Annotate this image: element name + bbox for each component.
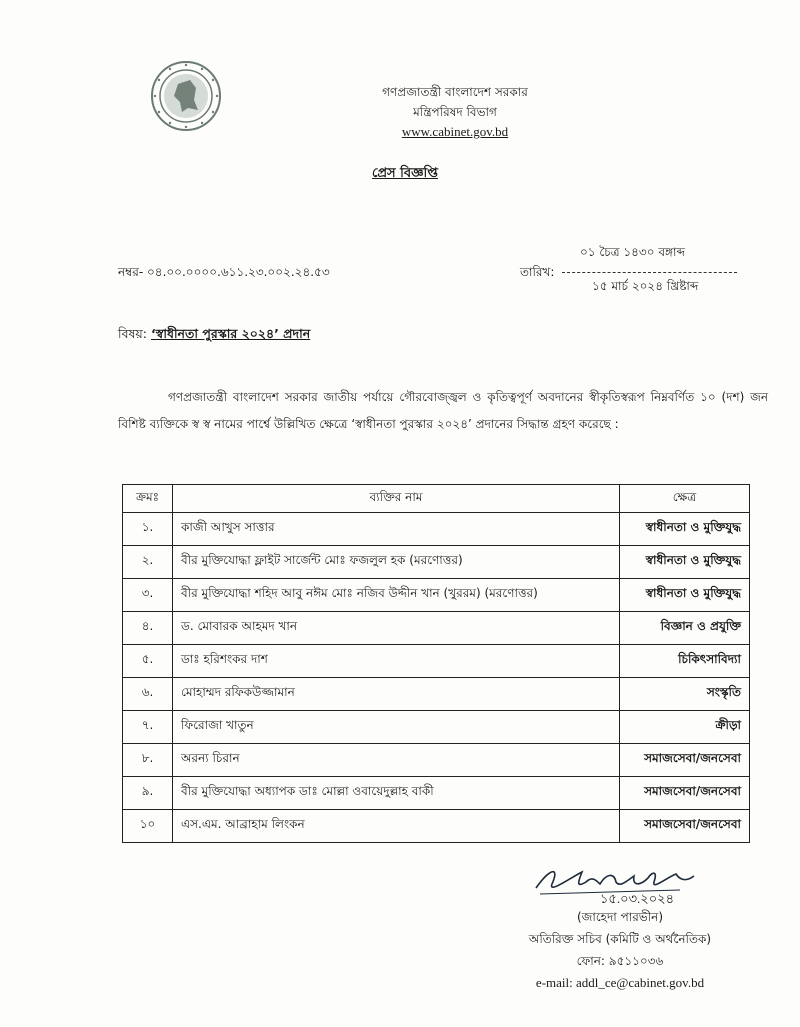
row-name: বীর মুক্তিযোদ্ধা অধ্যাপক ডাঃ মোল্লা ওবায়েদুল্লাহ বাকী <box>173 777 620 810</box>
row-name: অরন্য চিরান <box>173 744 620 777</box>
subject-text: ‘স্বাধীনতা পুরস্কার ২০২৪’ প্রদান <box>150 326 311 341</box>
signatory-designation: অতিরিক্ত সচিব (কমিটি ও অর্থনৈতিক) <box>528 932 712 946</box>
website-link[interactable]: www.cabinet.gov.bd <box>401 124 509 139</box>
table-header-row <box>123 485 750 513</box>
signatory-name: (জাহেদা পারভীন) <box>576 910 664 924</box>
row-name: এস.এম. আব্রাহাম লিংকন <box>173 810 620 843</box>
row-name: কাজী আখুস সাত্তার <box>173 513 620 546</box>
table-row <box>123 612 750 645</box>
table-row <box>123 744 750 777</box>
row-field: স্বাধীনতা ও মুক্তিযুদ্ধ <box>620 513 750 546</box>
government-name: গণপ্রজাতন্ত্রী বাংলাদেশ সরকার <box>382 85 528 99</box>
row-field: সংস্কৃতি <box>620 678 750 711</box>
row-serial: ৭. <box>123 711 173 744</box>
row-serial: ৯. <box>123 777 173 810</box>
table-row <box>123 678 750 711</box>
table-row <box>123 645 750 678</box>
row-serial: ৪. <box>123 612 173 645</box>
row-field: সমাজসেবা/জনসেবা <box>620 777 750 810</box>
row-name: মোহাম্মদ রফিকউজ্জামান <box>173 678 620 711</box>
subject-line <box>118 326 310 346</box>
row-name: ডাঃ হরিশংকর দাশ <box>173 645 620 678</box>
signature-date: ১৫.০৩.২০২৪ <box>600 891 675 906</box>
table-row <box>123 513 750 546</box>
row-serial: ১০ <box>123 810 173 843</box>
row-field: সমাজসেবা/জনসেবা <box>620 810 750 843</box>
row-field: ক্রীড়া <box>620 711 750 744</box>
awardees-table <box>122 484 750 843</box>
date-label: তারিখ: <box>520 265 555 279</box>
row-name: ড. মোবারক আহমদ খান <box>173 612 620 645</box>
subject-label: বিষয়: <box>118 326 151 341</box>
division-name: মন্ত্রিপরিষদ বিভাগ <box>413 105 497 119</box>
row-serial: ২. <box>123 546 173 579</box>
row-serial: ৬. <box>123 678 173 711</box>
row-name: ফিরোজা খাতুন <box>173 711 620 744</box>
table-row <box>123 711 750 744</box>
table-row <box>123 810 750 843</box>
press-release-title: প্রেস বিজ্ঞপ্তি <box>372 166 438 181</box>
date-divider <box>562 272 737 273</box>
body-paragraph: গণপ্রজাতন্ত্রী বাংলাদেশ সরকার জাতীয় পর্যায়ে গৌরবোজ্জ্বল ও কৃতিত্বপূর্ণ অবদানের স্বীকৃতিস্বরূপ নিম্নবর্ণিত ১০ (দশ) জন বিশিষ্ট ব্যক্তিকে স্ব স্ব নামের পার্শ্বে উল্লিখিত ক্ষেত্রে ‘স্বাধীনতা পুরস্কার ২০২৪’ প্রদানের সিদ্ধান্ত গ্রহণ করেছে : <box>118 390 768 431</box>
letterhead <box>330 82 580 142</box>
bangla-date: ০১ চৈত্র ১৪৩০ বঙ্গাব্দ <box>580 245 685 259</box>
row-name: বীর মুক্তিযোদ্ধা ফ্লাইট সার্জেন্ট মোঃ ফজলুল হক (মরণোত্তর) <box>173 546 620 579</box>
row-field: চিকিৎসাবিদ্যা <box>620 645 750 678</box>
gregorian-date: ১৫ মার্চ ২০২৪ খ্রিষ্টাব্দ <box>592 279 699 293</box>
row-field: স্বাধীনতা ও মুক্তিযুদ্ধ <box>620 579 750 612</box>
header-field: ক্ষেত্র <box>620 485 750 513</box>
table-row <box>123 579 750 612</box>
signatory-email[interactable]: e-mail: addl_ce@cabinet.gov.bd <box>535 975 705 990</box>
row-field: বিজ্ঞান ও প্রযুক্তি <box>620 612 750 645</box>
government-seal-icon <box>150 60 222 132</box>
row-name: বীর মুক্তিযোদ্ধা শহিদ আবু নঈম মোঃ নজিব উদ্দীন খান (খুররম) (মরণোত্তর) <box>173 579 620 612</box>
signatory-block <box>500 906 740 994</box>
row-field: সমাজসেবা/জনসেবা <box>620 744 750 777</box>
table-row <box>123 777 750 810</box>
reference-number: নম্বর- ০৪.০০.০০০০.৬১১.২৩.০০২.২৪.৫৩ <box>118 265 330 279</box>
header-serial: ক্রমঃ <box>123 485 173 513</box>
row-serial: ৩. <box>123 579 173 612</box>
signatory-phone: ফোন: ৯৫১১০৩৬ <box>576 954 664 968</box>
row-serial: ১. <box>123 513 173 546</box>
header-name: ব্যক্তির নাম <box>173 485 620 513</box>
row-serial: ৫. <box>123 645 173 678</box>
row-field: স্বাধীনতা ও মুক্তিযুদ্ধ <box>620 546 750 579</box>
row-serial: ৮. <box>123 744 173 777</box>
table-row <box>123 546 750 579</box>
